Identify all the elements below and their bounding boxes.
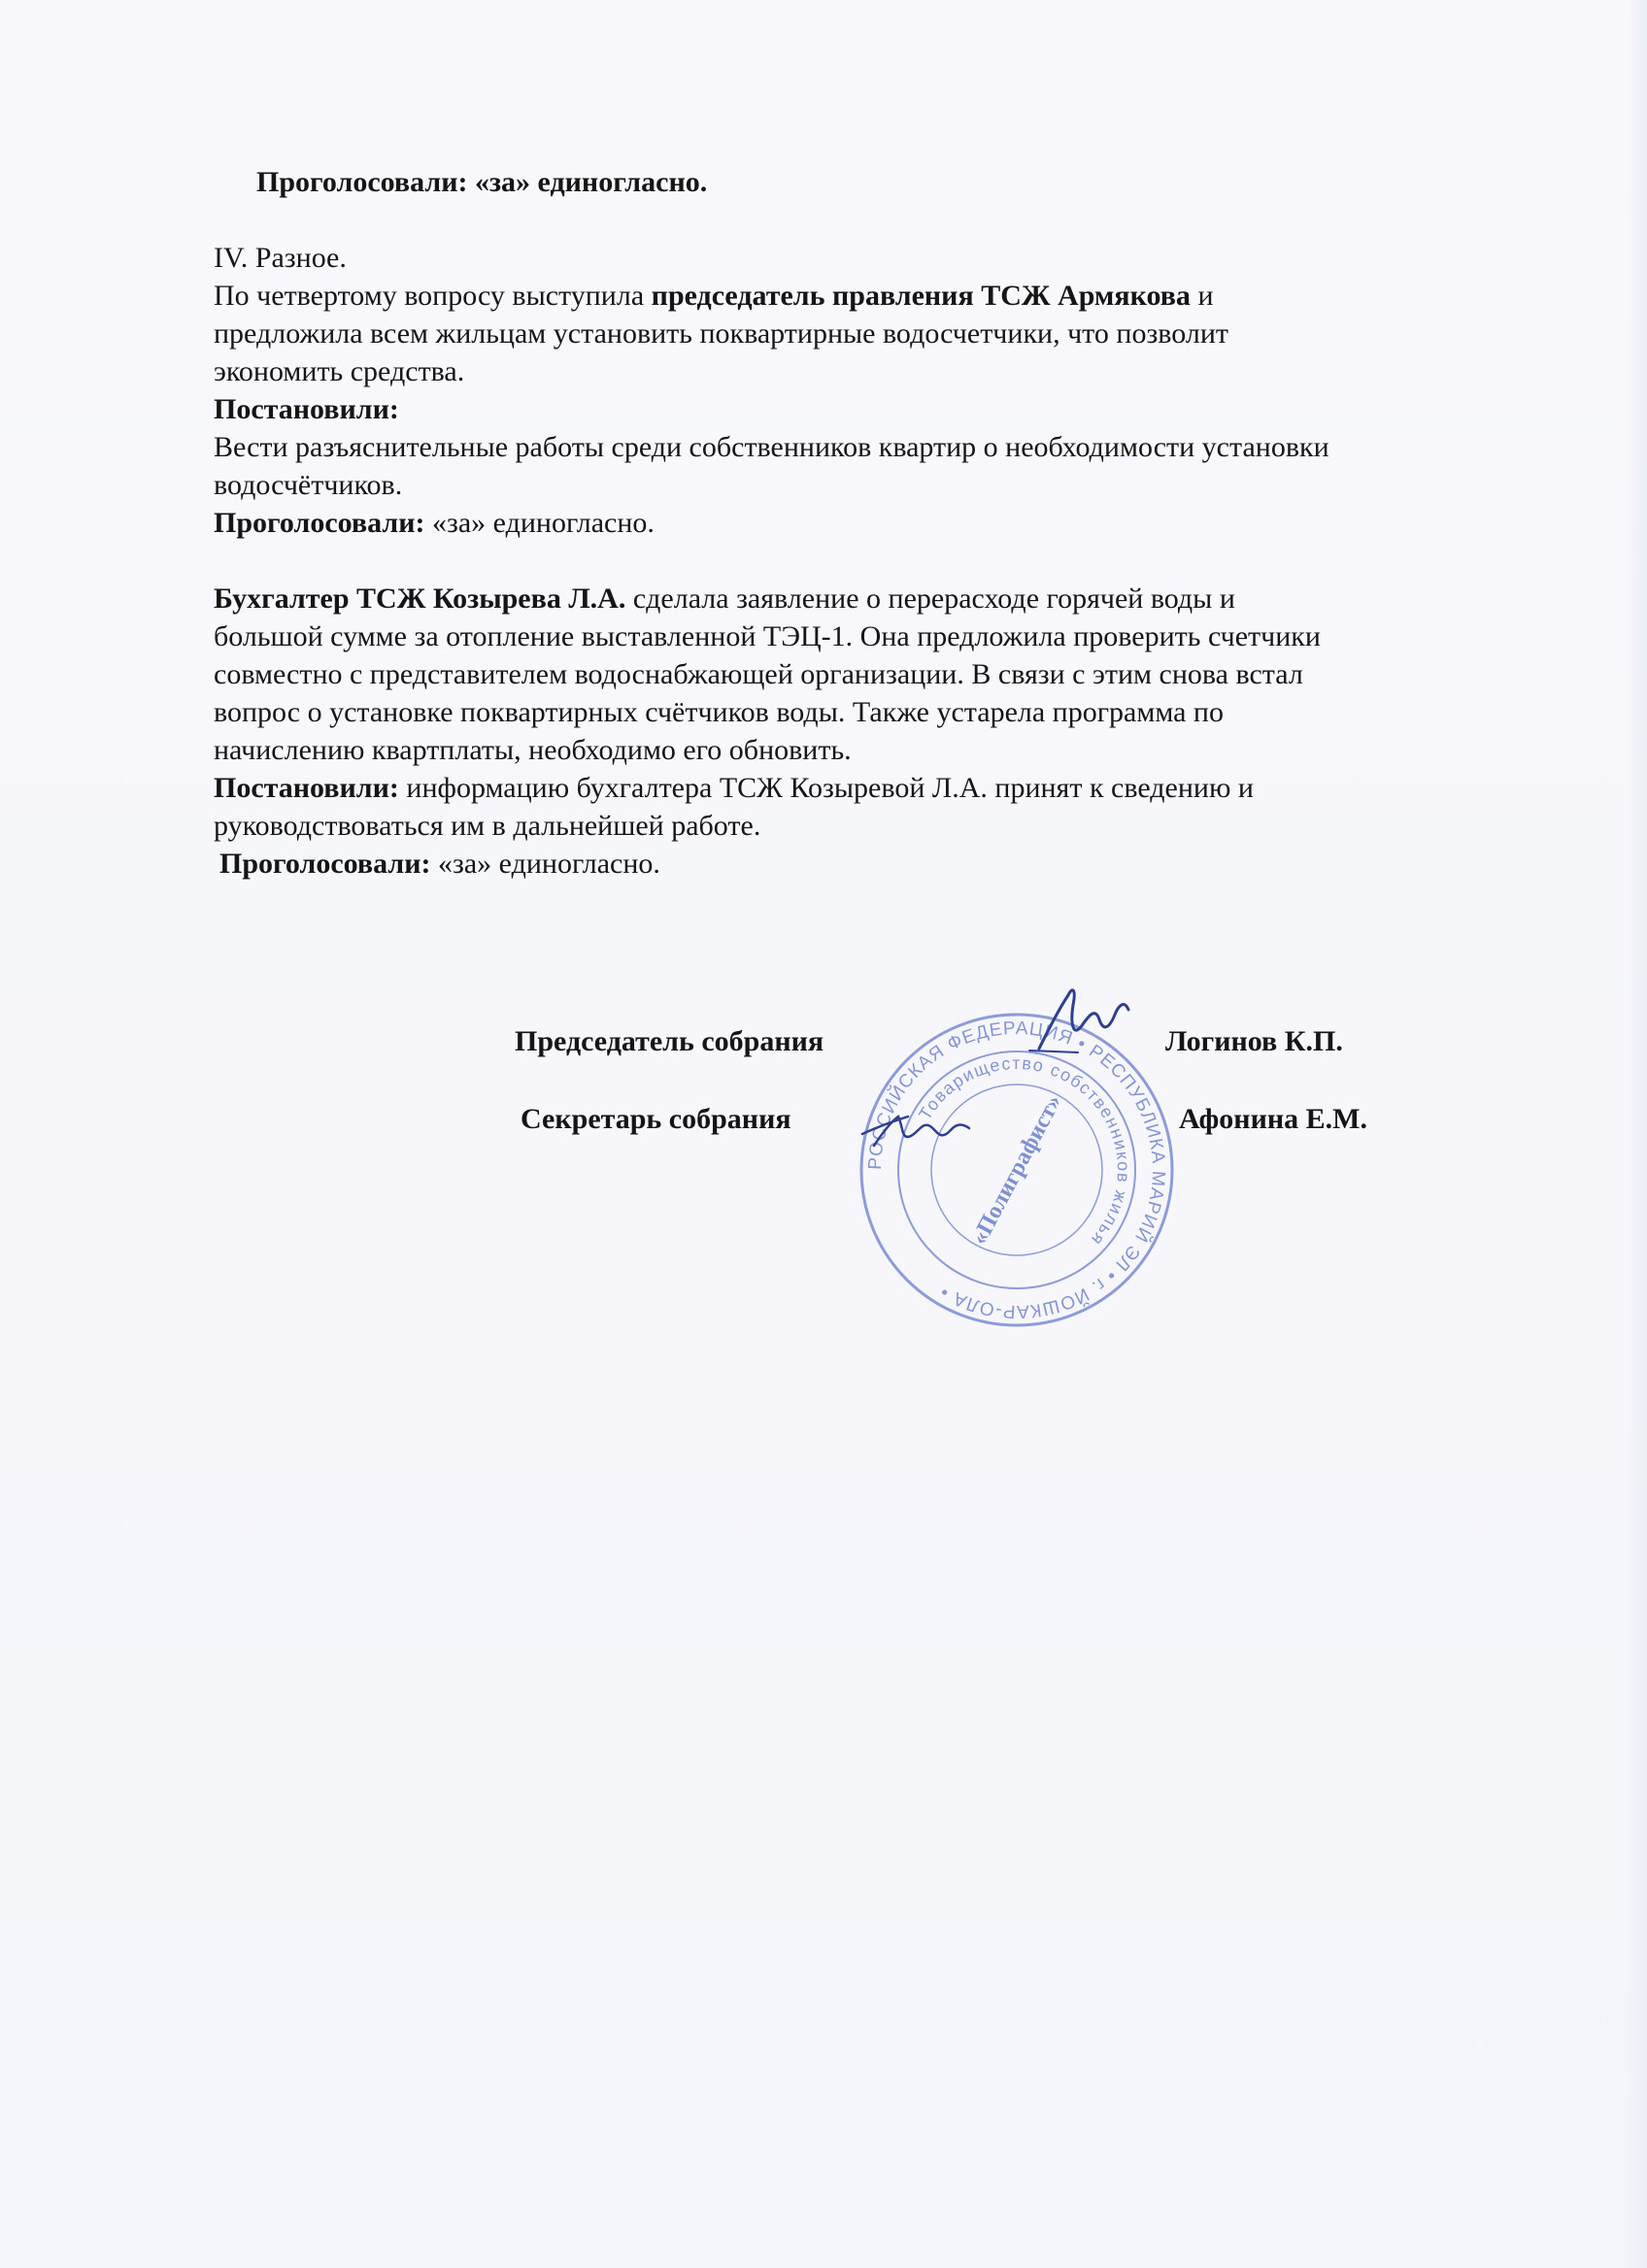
paragraph-1-line-1: [214, 277, 1496, 315]
p1-pre: По четвертому вопросу выступила: [214, 280, 652, 312]
voted-1-text: «за» единогласно.: [424, 507, 655, 539]
seal-outer-ring-text: РОССИЙСКАЯ ФЕДЕРАЦИЯ • РЕСПУБЛИКА МАРИЙ ЭЛ • г. ЙОШКАР-ОЛА •: [864, 1017, 1169, 1322]
paragraph-2-line-3: совместно с представителем водоснабжающей организации. В связи с этим снова встал: [214, 658, 1303, 690]
voted-2: [214, 845, 1496, 883]
paragraph-1-line-3: экономить средства.: [214, 355, 465, 387]
spacer: [214, 201, 1496, 239]
p1-bold-speaker: председатель правления ТСЖ Армякова: [651, 280, 1191, 312]
voted-1-label: Проголосовали:: [214, 507, 425, 539]
spacer: [214, 542, 1496, 580]
p1-post: и: [1190, 280, 1214, 312]
resolved-label-1: Постановили:: [214, 393, 399, 425]
secretary-label: Секретарь собрания: [521, 1103, 791, 1135]
chair-signature: [1020, 971, 1146, 1068]
voted-2-text: «за» единогласно.: [430, 848, 660, 880]
secretary-signature: [855, 1087, 981, 1165]
paragraph-2-line-5: начислению квартплаты, необходимо его обновить.: [214, 734, 852, 766]
resolved-text-1-line-2: водосчётчиков.: [214, 469, 403, 501]
paragraph-1-line-2: предложила всем жильцам установить поквартирные водосчетчики, что позволит: [214, 317, 1228, 350]
chair-name: Логинов К.П.: [1165, 1025, 1343, 1057]
paragraph-2-line-2: большой сумме за отопление выставленной ТЭЦ-1. Она предложила проверить счетчики: [214, 620, 1321, 652]
voted-2-label: Проголосовали:: [219, 848, 431, 880]
p2-bold-speaker: Бухгалтер ТСЖ Козырева Л.А.: [214, 583, 626, 615]
resolved-2-text: информацию бухгалтера ТСЖ Козыревой Л.А. принят к сведению и: [398, 772, 1254, 804]
scan-edge: [1626, 0, 1647, 2268]
paragraph-2-line-1: [214, 580, 1496, 617]
resolved-text-1-line-1: Вести разъяснительные работы среди собственников квартир о необходимости установки: [214, 431, 1329, 463]
section-title: IV. Разное.: [214, 242, 347, 274]
voted-1: [214, 504, 1496, 542]
resolved-2-line-1: [214, 769, 1496, 807]
voted-unanimous-top: Проголосовали: «за» единогласно.: [256, 166, 708, 198]
chair-label: Председатель собрания: [515, 1025, 824, 1057]
document-body: [214, 163, 1496, 883]
seal-center-text: «Полиграфист»: [966, 1090, 1067, 1250]
paragraph-2-line-4: вопрос о установке поквартирных счётчиков воды. Также устарела программа по: [214, 696, 1224, 728]
resolved-2-line-2: руководствоваться им в дальнейшей работе.: [214, 810, 761, 842]
seal-inner-ring-text: Товарищество собственников жилья: [915, 1052, 1134, 1251]
p2-post: сделала заявление о перерасходе горячей воды и: [625, 583, 1235, 615]
resolved-2-label: Постановили:: [214, 772, 399, 804]
secretary-name: Афонина Е.М.: [1179, 1103, 1367, 1135]
